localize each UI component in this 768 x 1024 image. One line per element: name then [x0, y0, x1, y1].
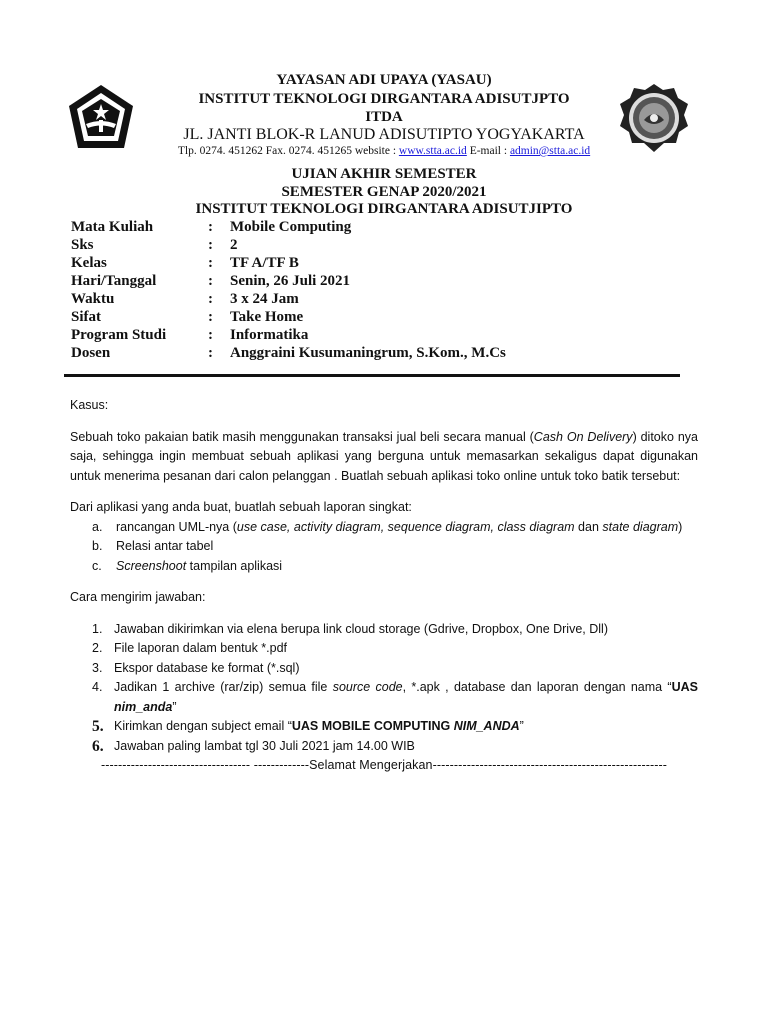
list-text: Relasi antar tabel: [116, 539, 214, 553]
info-label: Dosen: [71, 345, 111, 361]
info-colon: :: [208, 273, 213, 289]
info-row-program: [71, 327, 506, 345]
info-row-nature: [71, 309, 506, 327]
exam-info-table: [71, 219, 506, 363]
info-colon: :: [208, 345, 213, 361]
info-colon: :: [208, 255, 213, 271]
list-item: [70, 659, 698, 679]
list-marker: a.: [92, 519, 103, 534]
list-item: [70, 557, 698, 577]
itda-emblem-icon: [618, 82, 690, 154]
exam-institute: INSTITUT TEKNOLOGI DIRGANTARA ADISUTJIPTO: [195, 201, 573, 217]
info-colon: :: [208, 291, 213, 307]
list-text: Jawaban dikirimkan via elena berupa link cloud storage (Gdrive, Dropbox, One Drive, Dll): [114, 621, 608, 636]
info-value: Take Home: [230, 309, 304, 325]
list-item: [70, 620, 698, 640]
info-colon: :: [208, 237, 213, 253]
contact-line: [150, 145, 618, 157]
list-text: Jawaban paling lambat tgl 30 Juli 2021 jam 14.00 WIB: [114, 738, 415, 753]
list-text: Kirimkan dengan subject email “UAS MOBILE COMPUTING NIM_ANDA”: [114, 719, 524, 733]
info-label: Kelas: [71, 255, 107, 271]
list-item: [70, 717, 698, 737]
list-marker: 1.: [92, 621, 103, 636]
info-row-course: [71, 219, 506, 237]
institute-address: JL. JANTI BLOK-R LANUD ADISUTIPTO YOGYAKARTA: [183, 126, 585, 143]
info-label: Waktu: [71, 291, 115, 307]
institute-abbrev: ITDA: [365, 109, 403, 125]
info-value: TF A/TF B: [230, 255, 299, 271]
info-row-lecturer: [71, 345, 506, 363]
info-value: 3 x 24 Jam: [230, 291, 299, 307]
email-link[interactable]: admin@stta.ac.id: [509, 145, 591, 157]
info-row-credits: [71, 237, 506, 255]
exam-title: UJIAN AKHIR SEMESTER: [291, 166, 477, 182]
report-intro: Dari aplikasi yang anda buat, buatlah sebuah laporan singkat:: [70, 500, 412, 514]
closing-line: ----------------------------------- -------------Selamat Mengerjakan-------------------------------------------------------: [100, 758, 668, 772]
info-row-class: [71, 255, 506, 273]
list-marker: c.: [92, 558, 102, 573]
info-colon: :: [208, 309, 213, 325]
yasau-logo-icon: [66, 82, 136, 152]
list-text: Jadikan 1 archive (rar/zip) semua file source code, *.apk , database dan laporan dengan nama “UAS nim_anda”: [114, 680, 698, 714]
list-text: Ekspor database ke format (*.sql): [114, 660, 300, 675]
report-list: [70, 518, 698, 577]
list-text: File laporan dalam bentuk *.pdf: [114, 641, 288, 655]
exam-body: [70, 396, 698, 776]
foundation-name: YAYASAN ADI UPAYA (YASAU): [276, 72, 492, 88]
case-text-cod: Cash On Delivery: [533, 429, 633, 444]
info-value: Informatika: [230, 327, 309, 343]
info-value: 2: [230, 237, 238, 253]
info-label: Sifat: [71, 309, 101, 325]
header-divider: [64, 374, 680, 377]
info-colon: :: [208, 327, 213, 343]
list-marker: 6.: [92, 737, 104, 755]
list-marker: 4.: [92, 680, 103, 694]
list-item: [70, 737, 698, 757]
list-marker: 5.: [92, 718, 104, 735]
info-label: Mata Kuliah: [71, 219, 154, 235]
info-label: Sks: [71, 237, 94, 253]
institute-name: INSTITUT TEKNOLOGI DIRGANTARA ADISUTJPTO: [198, 91, 570, 107]
list-marker: 2.: [92, 641, 103, 655]
info-colon: :: [208, 219, 213, 235]
list-text: Screenshoot tampilan aplikasi: [116, 558, 283, 573]
info-value: Mobile Computing: [230, 219, 352, 235]
list-item: [70, 678, 698, 717]
email-prefix: E-mail :: [466, 145, 510, 157]
exam-semester: SEMESTER GENAP 2020/2021: [281, 184, 487, 200]
list-item: [70, 518, 698, 538]
case-description: [70, 428, 698, 487]
website-link[interactable]: www.stta.ac.id: [398, 145, 467, 157]
info-value: Senin, 26 Juli 2021: [230, 273, 351, 289]
list-item: [70, 639, 698, 659]
info-label: Program Studi: [71, 327, 167, 343]
submission-list: [70, 620, 698, 757]
list-item: [70, 537, 698, 557]
list-marker: b.: [92, 539, 103, 553]
info-label: Hari/Tanggal: [71, 273, 157, 289]
info-value: Anggraini Kusumaningrum, S.Kom., M.Cs: [230, 345, 506, 361]
info-row-date: [71, 273, 506, 291]
case-heading: Kasus:: [70, 398, 109, 412]
contact-phone-fax: Tlp. 0274. 451262 Fax. 0274. 451265 website :: [177, 145, 399, 157]
list-text: rancangan UML-nya (use case, activity diagram, sequence diagram, class diagram dan state diagram): [116, 519, 683, 534]
case-text-rest: ) ditoko nya saja, sehingga ingin membuat sebuah aplikasi yang berguna untuk memasarkan sekaligus dapat digunakan untuk menerima pesanan dari calon pelanggan . Buatlah sebuah aplikasi toko online untuk toko batik tersebut:: [70, 429, 698, 483]
submission-heading: Cara mengirim jawaban:: [70, 590, 206, 604]
info-row-time: [71, 291, 506, 309]
case-text-start: Sebuah toko pakaian batik masih menggunakan transaksi jual beli secara manual (: [70, 429, 534, 444]
list-marker: 3.: [92, 660, 103, 675]
